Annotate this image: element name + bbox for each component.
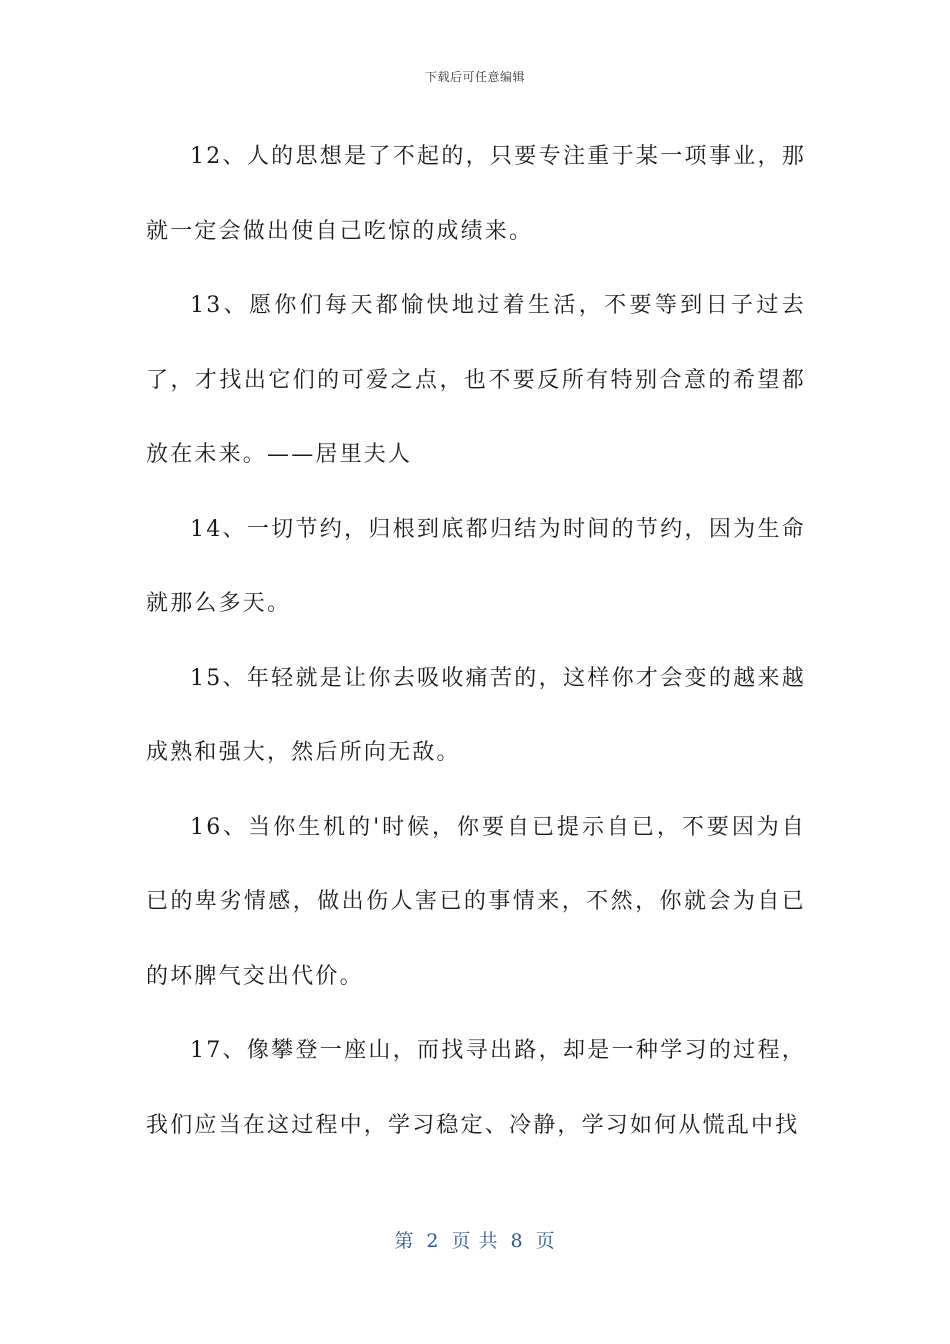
page-footer — [0, 1226, 950, 1253]
paragraph-13: 13、愿你们每天都愉快地过着生活，不要等到日子过去了，才找出它们的可爱之点，也不要反所有特别合意的希望都放在未来。——居里夫人 — [146, 293, 806, 467]
paragraph-12: 12、人的思想是了不起的，只要专注重于某一项事业，那就一定会做出使自己吃惊的成绩来。 — [146, 144, 806, 244]
document-body — [146, 120, 806, 1163]
total-pages: 8 — [510, 1230, 524, 1252]
paragraph-15: 15、年轻就是让你去吸收痛苦的，这样你才会变的越来越成熟和强大，然后所向无敌。 — [146, 665, 806, 765]
footer-suffix: 页 — [535, 1230, 556, 1252]
paragraph-14: 14、一切节约，归根到底都归结为时间的节约，因为生命就那么多天。 — [146, 516, 806, 616]
footer-middle: 页 共 — [451, 1230, 499, 1252]
page-number: 2 — [426, 1230, 440, 1252]
footer-prefix: 第 — [394, 1230, 415, 1252]
paragraph-16: 16、当你生机的'时候，你要自已提示自已，不要因为自已的卑劣情感，做出伤人害已的事情来，不然，你就会为自已的坏脾气交出代价。 — [146, 814, 806, 989]
paragraph-17: 17、像攀登一座山，而找寻出路，却是一种学习的过程，我们应当在这过程中，学习稳定、冷静，学习如何从慌乱中找 — [146, 1038, 806, 1138]
page-header: 下载后可任意编辑 — [424, 70, 525, 84]
